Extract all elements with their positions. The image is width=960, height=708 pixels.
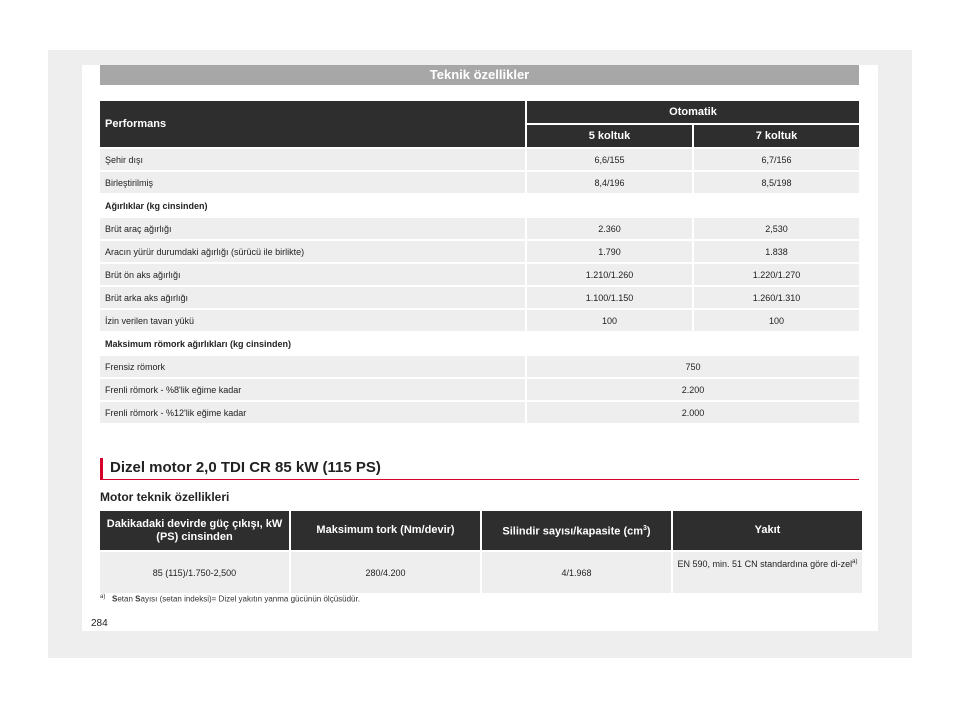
- row-value-v2: 100: [692, 310, 859, 331]
- footnote-marker: a): [100, 594, 106, 600]
- table-row: [100, 287, 859, 308]
- row-label: Brüt arka aks ağırlığı: [100, 287, 525, 308]
- footnote: [100, 594, 360, 604]
- row-value-v1: 1.100/1.150: [525, 287, 692, 308]
- section-row: [100, 333, 859, 354]
- section-row: [100, 195, 859, 216]
- header-5-koltuk: 5 koltuk: [525, 125, 692, 147]
- row-value-v2: 1.260/1.310: [692, 287, 859, 308]
- row-label: Frensiz römork: [100, 356, 525, 377]
- footnote-text-1: etan: [117, 594, 136, 604]
- table-row: [100, 172, 859, 193]
- row-value-v2: 1.220/1.270: [692, 264, 859, 285]
- header-cylinders-close: ): [646, 525, 651, 538]
- header-torque: Maksimum tork (Nm/devir): [291, 511, 480, 550]
- section-label: Ağırlıklar (kg cinsinden): [100, 195, 859, 216]
- header-otomatik: Otomatik: [525, 101, 859, 123]
- header-cylinders-sup: 3: [643, 525, 647, 533]
- footnote-bold-2: S: [135, 594, 141, 604]
- row-value-v2: 6,7/156: [692, 149, 859, 170]
- table-row: [100, 356, 859, 377]
- page-number: 284: [91, 618, 108, 629]
- cell-torque: 280/4.200: [291, 552, 480, 593]
- footnote-ref: a): [852, 559, 858, 565]
- row-value-v2: 1.838: [692, 241, 859, 262]
- header-7-koltuk: 7 koltuk: [692, 125, 859, 147]
- row-value-v2: 2,530: [692, 218, 859, 239]
- row-value: 2.000: [525, 402, 859, 423]
- row-value-v1: 1.790: [525, 241, 692, 262]
- row-label: İzin verilen tavan yükü: [100, 310, 525, 331]
- row-label: Frenli römork - %8'lik eğime kadar: [100, 379, 525, 400]
- header-cylinders: [482, 511, 671, 550]
- row-label: Frenli römork - %12'lik eğime kadar: [100, 402, 525, 423]
- row-value-v2: 8,5/198: [692, 172, 859, 193]
- engine-subheading: Motor teknik özellikleri: [100, 490, 230, 504]
- row-value-v1: 1.210/1.260: [525, 264, 692, 285]
- row-value: 2.200: [525, 379, 859, 400]
- row-value-v1: 2.360: [525, 218, 692, 239]
- table-row: [100, 310, 859, 331]
- cell-fuel: [673, 552, 862, 593]
- table-row: [100, 218, 859, 239]
- header-performans: Performans: [100, 101, 525, 147]
- table-row: [100, 241, 859, 262]
- row-label: Brüt ön aks ağırlığı: [100, 264, 525, 285]
- footnote-bold-1: S: [112, 594, 118, 604]
- footnote-text-2: ayısı (setan indeksi)= Dizel yakıtın yanma gücünün ölçüsüdür.: [140, 594, 360, 604]
- row-label: Şehir dışı: [100, 149, 525, 170]
- header-cylinders-text: Silindir sayısı/kapasite (cm: [502, 525, 644, 538]
- row-value-v1: 6,6/155: [525, 149, 692, 170]
- cell-power: 85 (115)/1.750-2,500: [100, 552, 289, 593]
- row-label: Brüt araç ağırlığı: [100, 218, 525, 239]
- header-fuel: Yakıt: [673, 511, 862, 550]
- table-row: [100, 402, 859, 423]
- table-row: [100, 379, 859, 400]
- cell-fuel-text: EN 590, min. 51 CN standardına göre di-zel: [677, 559, 853, 569]
- engine-heading: Dizel motor 2,0 TDI CR 85 kW (115 PS): [100, 458, 859, 480]
- performance-table: [100, 99, 859, 425]
- row-value: 750: [525, 356, 859, 377]
- row-label: Aracın yürür durumdaki ağırlığı (sürücü ile birlikte): [100, 241, 525, 262]
- header-power: Dakikadaki devirde güç çıkışı, kW (PS) cinsinden: [100, 511, 289, 550]
- section-label: Maksimum römork ağırlıkları (kg cinsinden): [100, 333, 859, 354]
- table-row: [100, 149, 859, 170]
- section-banner: Teknik özellikler: [100, 65, 859, 85]
- cell-cylinders: 4/1.968: [482, 552, 671, 593]
- table-row: [100, 264, 859, 285]
- row-label: Birleştirilmiş: [100, 172, 525, 193]
- row-value-v1: 100: [525, 310, 692, 331]
- engine-table: [98, 509, 864, 595]
- row-value-v1: 8,4/196: [525, 172, 692, 193]
